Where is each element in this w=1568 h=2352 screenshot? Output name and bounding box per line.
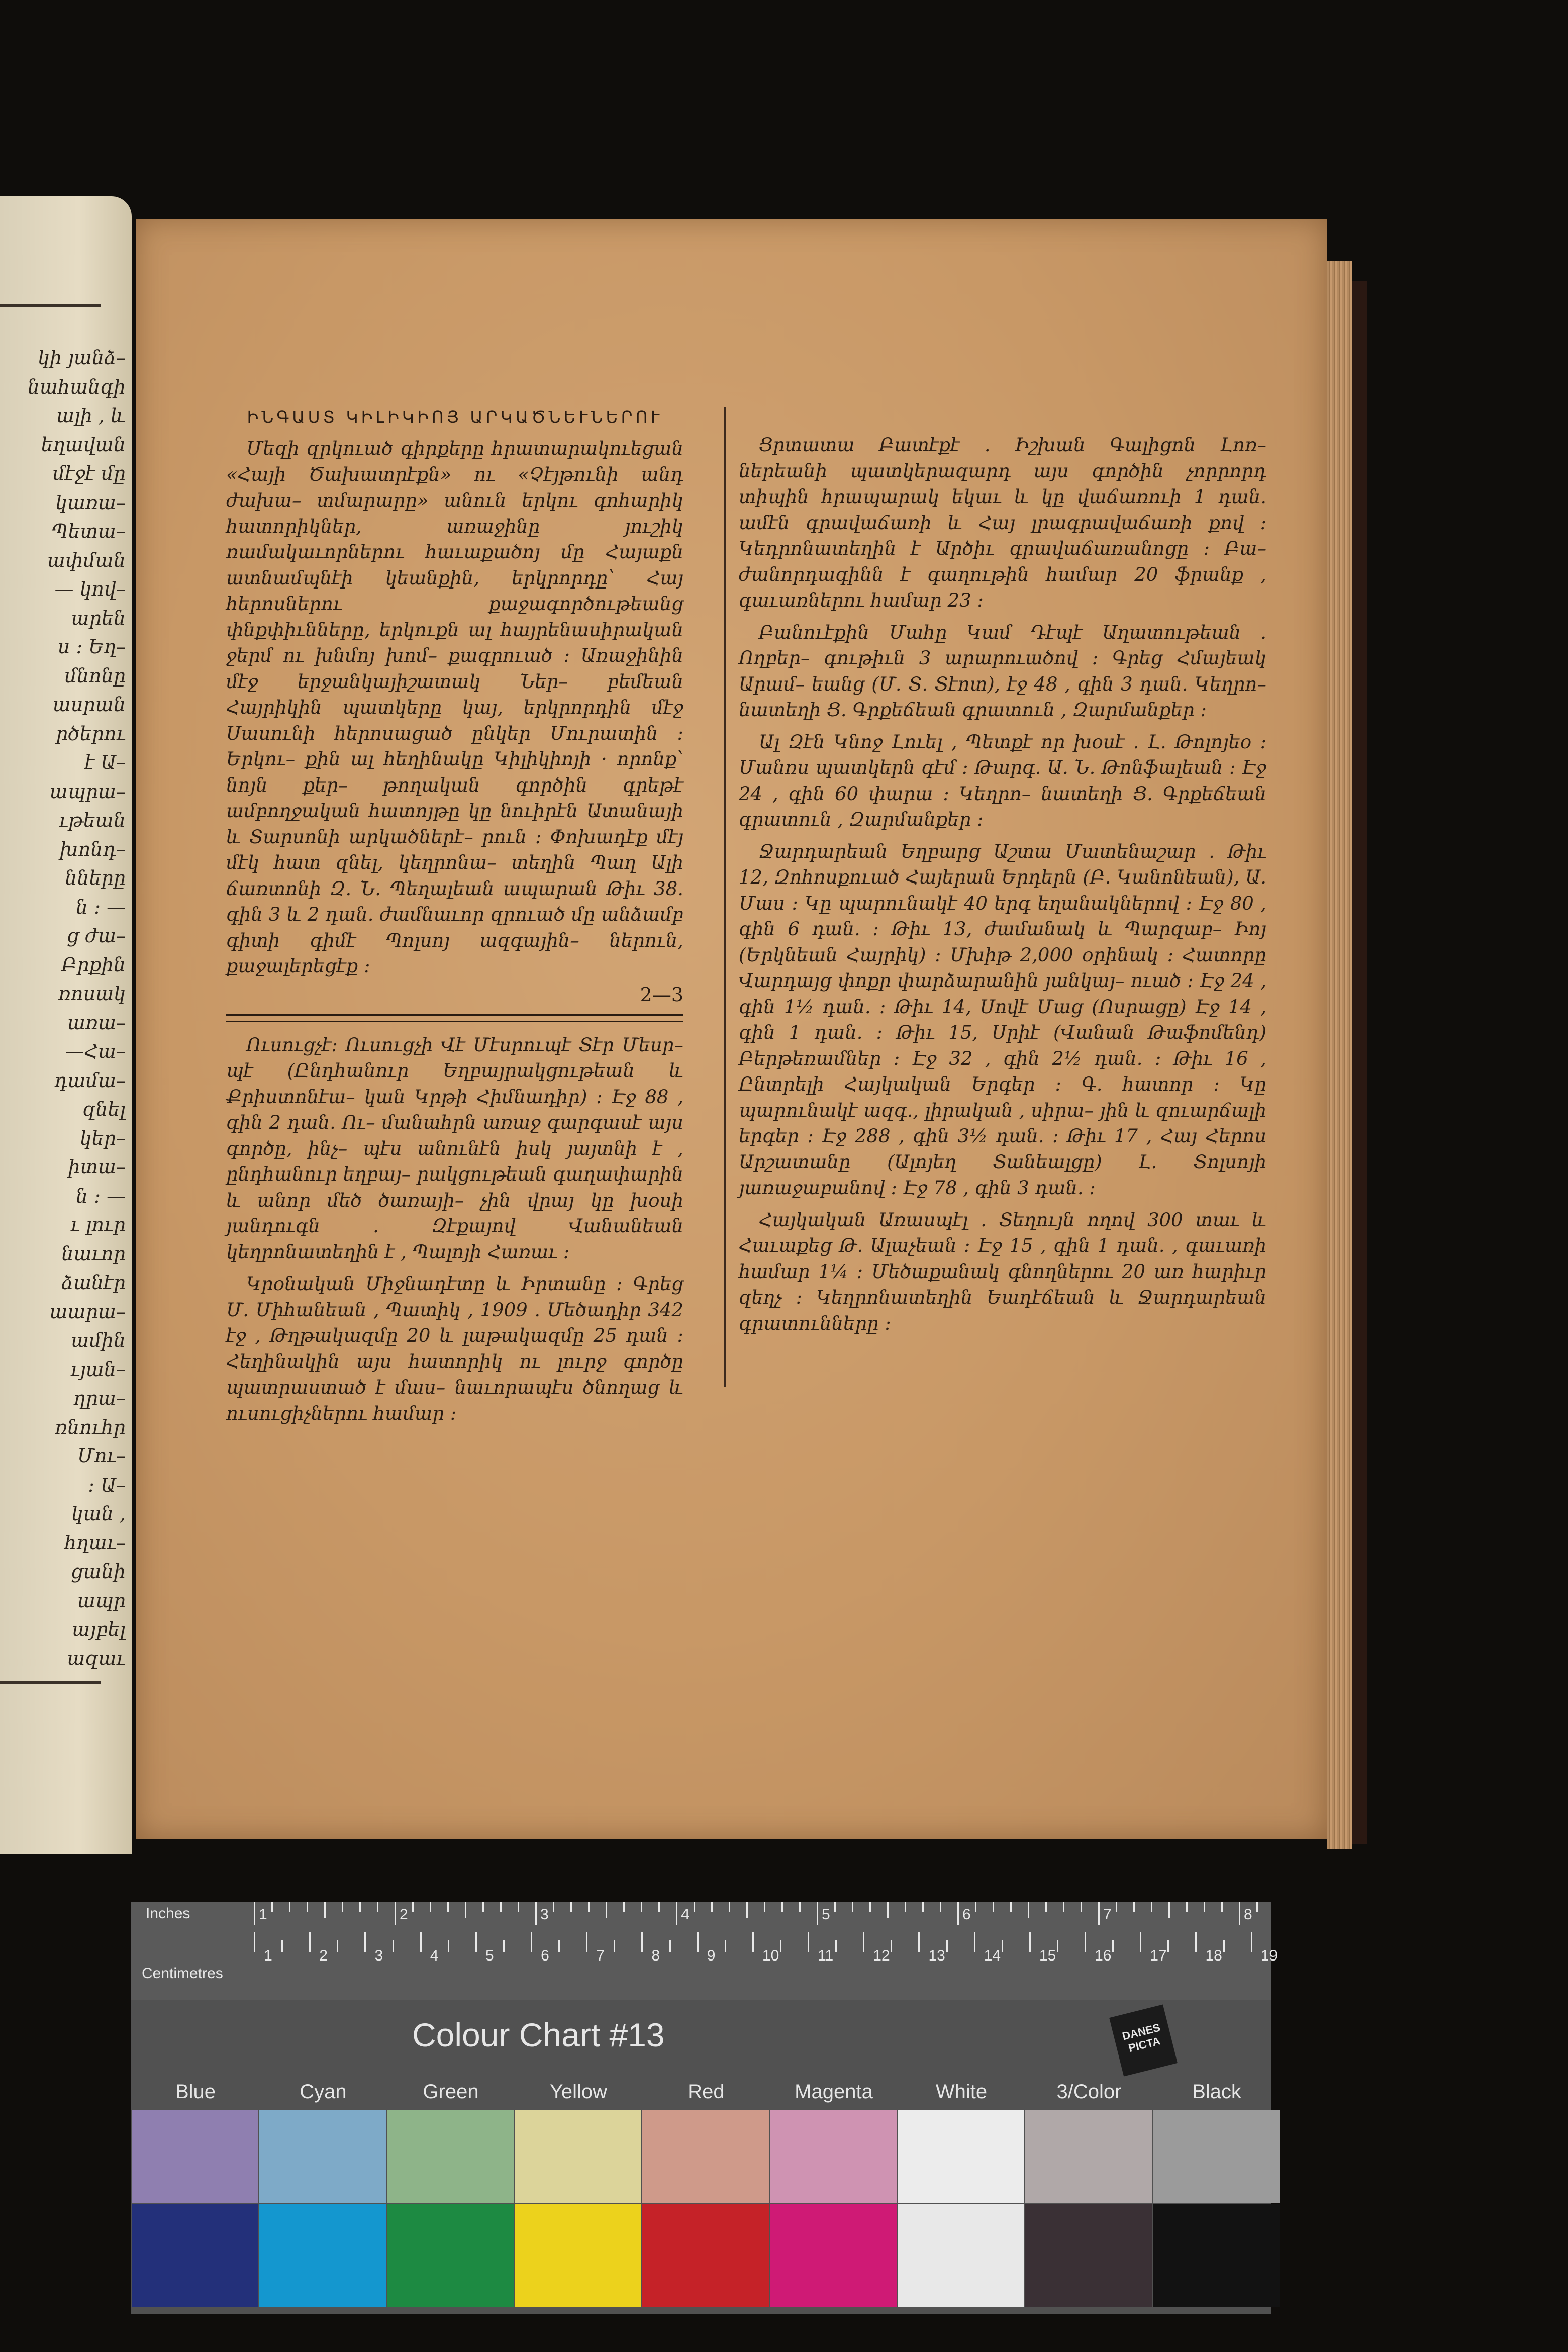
inch-tick <box>518 1902 519 1912</box>
cm-tick <box>1002 1940 1003 1952</box>
left-page-bottom-rule <box>0 1681 101 1684</box>
left-page-text-fragment: ազաւ <box>67 1647 126 1670</box>
cm-tick <box>475 1932 477 1952</box>
left-page-text-fragment: իտա– <box>68 1156 126 1178</box>
book-notice: Ջարդարեան Եղբարց Աշտա Մատենաշար . Թիւ 12, Զոհոսքուած Հայերան Երդերն (Բ. Կանոնեան), Ա. Մաս : Կը պարունակէ 40 երգ եղանակներով : Էջ 80 , գին 6 դան. : Թիւ 13, ժամանակ և Պարզաբ– Իոյ (Երկնեան Հայրիկ) : Մխիթ 2,000 օրինակ : Հատորը Վարդայց փոքր փարձարանին յանկայ– ուած : Էջ 24 , գին 1½ դան. : Թիւ 14, Սովէ Մաց (Ոսրացը) Էջ 14 , գին 1 դան. : Թիւ 15, Սրիէ (Վանան Թաֆոմենդ) Բերթեռամներ : Էջ 32 , գին 2½ դան. : Թիւ 16 , Ընտրելի Հայկական Երգեր : Գ. հատոր : Կը պարունակէ ազգ., լիրական , սիրա– յին և զուարճալի երգեր : Էջ 288 , գին 3½ դան. : Թիւ 17 , Հայ Հերոս Արշատանը (Ալոյեղ Տանեալցը) Լ. Տոլսոյի յառաջաբանով : Էջ 78 , գին 3 դան. : <box>739 840 1266 1199</box>
cm-number: 6 <box>541 1947 549 1964</box>
cm-tick <box>364 1932 366 1952</box>
left-page-text-fragment: եղավան <box>41 433 126 456</box>
cm-tick <box>752 1932 754 1952</box>
inch-tick <box>271 1902 273 1912</box>
inch-tick <box>1204 1902 1205 1912</box>
inch-tick <box>553 1902 554 1912</box>
left-page-text-fragment: խոնդ– <box>59 838 126 860</box>
inch-tick <box>588 1902 590 1912</box>
inch-number: 3 <box>540 1906 549 1923</box>
left-page-text-fragment: —Հա– <box>65 1040 126 1062</box>
cm-tick <box>974 1932 975 1952</box>
cm-number: 16 <box>1095 1947 1112 1964</box>
swatch-light <box>387 2110 514 2203</box>
section-divider <box>226 1014 683 1022</box>
left-page-text-fragment: ւ լուր <box>70 1214 126 1236</box>
book-notice: Բանուէքին Մահը Կամ Դէպէ Աղատութեան . Ողբեր– գութիւն 3 արարուածով : Գրեց Հմայեակ Արամ– եանց (Մ. Տ. Տէոտ), էջ 48 , գին 3 դան. Կեղրո– նատեղի Ց. Գրքեճեան գրատուն , Զարմանքեր : <box>739 621 1266 721</box>
page-stack-edges <box>1327 261 1352 1849</box>
swatch-light <box>515 2110 641 2203</box>
cm-number: 8 <box>651 1947 660 1964</box>
inch-tick <box>658 1902 660 1912</box>
inch-tick <box>1028 1902 1029 1918</box>
swatch-label: Red <box>688 2081 725 2103</box>
inch-tick <box>482 1902 484 1912</box>
left-page-text-fragment: աարա– <box>49 1300 126 1323</box>
cm-tick <box>281 1940 283 1952</box>
swatch-label: Blue <box>175 2081 216 2103</box>
cm-number: 19 <box>1260 1947 1278 1964</box>
swatch-light <box>1025 2110 1152 2203</box>
book-binding <box>1352 281 1367 1844</box>
cm-tick <box>835 1940 837 1952</box>
inch-tick <box>922 1902 924 1912</box>
inch-tick <box>570 1902 572 1912</box>
inch-tick <box>412 1902 414 1912</box>
cm-tick <box>697 1932 699 1952</box>
swatch-label: 3/Color <box>1056 2081 1122 2103</box>
inch-tick <box>342 1902 343 1912</box>
inch-tick <box>817 1902 818 1925</box>
inch-tick <box>993 1902 994 1912</box>
colour-calibration-chart <box>131 1902 1278 2314</box>
centimetres-label: Centimetres <box>142 1965 223 1982</box>
swatch-light <box>898 2110 1024 2203</box>
cm-tick <box>309 1932 311 1952</box>
inch-tick <box>746 1902 748 1918</box>
inch-tick <box>764 1902 765 1912</box>
cm-tick <box>337 1940 338 1952</box>
chart-title: Colour Chart #13 <box>412 2016 665 2053</box>
inch-tick <box>799 1902 801 1912</box>
inch-number: 5 <box>822 1906 830 1923</box>
cm-number: 1 <box>264 1947 272 1964</box>
left-page-text-fragment: ։ Ա– <box>88 1474 126 1496</box>
inch-tick <box>465 1902 466 1918</box>
left-page-text-fragment: ն : — <box>75 896 126 918</box>
left-page-text-fragment: է Ա– <box>84 751 126 773</box>
left-page-text-fragment: կան , <box>71 1503 126 1525</box>
left-page-text-fragment: ռնուհր <box>55 1416 126 1438</box>
measurement-ruler <box>131 1902 1278 2000</box>
inch-tick <box>676 1902 677 1925</box>
announcement-paragraph: Մեզի զրկուած գիրքերը հրատարակուեցան «Հայի Ծախատրէքն» ու «Չէյթունի անդ ժախա– տմարարը» անուն երկու գոհարիկ հատորիկներ, առաջինը յուշիկ ռամակաւորներու հաւաքածոյ մը Հայաքն ատնամպնէի կեանքին, երկրորդը՝ Հայ հերոսներու քաջագործութեանց փնքփիւնները, երկուքն ալ հայրենասիրական ջերմ ու խնմոյ խոմ– քագրուած : Առաջինին մէջ երջանկայիշատակ Ներ– բեմեան Հայրիկին պատկերը կայ, երկրորդին մէջ Սասունի հերոսացած ընկեր Մուրատին : Երկու– քին ալ հեղինակը Կիլիկիոյի · որոնք՝ նոյն քեր– թողական գործին գրեթէ ամբողջական հատոյթը կը նուիրէն Ատանայի և Տարսոնի արկածներէ– րուն : Փոխադէք մէյ մէկ հատ զնել, կեղրոնա– տեղին Պաղ Ալի ճառտոնի Զ. Ն. Պեղալեան ապարան Թիւ 38. գին 3 և 2 դան. ժամնաւոր զրուած մը անձամբ գիտի գիմէ Պոլսոյ ազգային– ներուն, քաջալերեցէք : <box>226 438 683 977</box>
inch-tick <box>1151 1902 1152 1912</box>
inch-tick <box>887 1902 889 1918</box>
left-page-text-fragment: մէջէ մը <box>52 462 126 484</box>
swatch-label: Magenta <box>795 2081 873 2103</box>
book-notice: Ալ Զէն Կնոջ Լուել , Պետքէ որ խօսէ . Լ. Թոլոյեօ : Մանռս պատկերն գէմ : Թարգ. Ա. Ն. Թոնֆալեան : Էջ 24 , գին 60 փարա : Կեղրո– նատեղի Ց. Գրքեճեան գրատուն , Զարմանքեր : <box>739 731 1266 830</box>
swatch-dark <box>898 2204 1024 2307</box>
left-page-text-fragment: րծերու <box>55 722 126 745</box>
left-column <box>226 407 683 1432</box>
swatch-dark <box>387 2204 514 2307</box>
swatch-label: White <box>935 2081 988 2103</box>
left-page-text-fragment: ձանէր <box>61 1271 126 1294</box>
left-page-text-fragment: մնոնը <box>64 664 126 687</box>
cm-number: 2 <box>319 1947 328 1964</box>
left-page-text-fragment: ւթեան <box>59 809 126 831</box>
inch-tick <box>535 1902 537 1925</box>
inch-number: 2 <box>400 1906 408 1923</box>
inch-tick <box>834 1902 836 1912</box>
inch-tick <box>1010 1902 1012 1912</box>
cm-tick <box>669 1940 671 1952</box>
cm-number: 12 <box>873 1947 890 1964</box>
page-reference: 2—3 <box>640 983 683 1006</box>
swatch-label: Cyan <box>300 2081 347 2103</box>
swatch-light <box>259 2110 386 2203</box>
inch-tick <box>869 1902 871 1912</box>
cm-tick <box>393 1940 394 1952</box>
swatch-light <box>1153 2110 1280 2203</box>
cm-tick <box>448 1940 449 1952</box>
cm-tick <box>1251 1932 1252 1952</box>
cm-tick <box>1140 1932 1141 1952</box>
inch-tick <box>940 1902 941 1912</box>
left-page-text-fragment: ս : Եղ– <box>57 636 126 658</box>
swatch-dark <box>642 2204 769 2307</box>
book-notice: Հայկական Առասպէլ . Տեղույն ողով 300 տաւ և Հաւաքեց Թ. Ալաչեան : Էջ 15 , գին 1 դան. , գաւառի համար 1¼ : Մեծաքանակ գնողներու 20 առ հարիւր զեղչ : Կեղրոնատեղին Եադէճեան և Ջարդարեան գրատունները : <box>739 1209 1266 1334</box>
cm-tick <box>891 1940 892 1952</box>
swatch-dark <box>515 2204 641 2307</box>
inch-tick <box>1133 1902 1135 1912</box>
inch-tick <box>500 1902 502 1912</box>
cm-number: 4 <box>430 1947 439 1964</box>
cm-tick <box>1085 1932 1086 1952</box>
cm-number: 13 <box>928 1947 945 1964</box>
inch-tick <box>289 1902 290 1912</box>
left-page-text-fragment: ափման <box>47 549 126 571</box>
inch-tick <box>377 1902 378 1912</box>
inches-label: Inches <box>146 1905 190 1922</box>
swatch-dark <box>1153 2204 1280 2307</box>
cm-tick <box>863 1932 864 1952</box>
cm-tick <box>503 1940 505 1952</box>
left-page-text-fragment: Պետա– <box>51 520 126 542</box>
cm-number: 15 <box>1039 1947 1056 1964</box>
cm-tick <box>1195 1932 1197 1952</box>
brand-logo: DANES PICTA <box>1109 2004 1178 2076</box>
cm-number: 17 <box>1150 1947 1167 1964</box>
swatch-label: Black <box>1192 2081 1241 2103</box>
left-page-text-fragment: ամին <box>71 1329 126 1351</box>
swatch-label: Yellow <box>549 2081 608 2103</box>
column-divider <box>724 407 726 1387</box>
left-page-top-rule <box>0 304 101 307</box>
cm-tick <box>254 1932 255 1952</box>
cm-number: 11 <box>818 1947 834 1964</box>
swatch-dark <box>1025 2204 1152 2307</box>
swatch-light <box>132 2110 258 2203</box>
left-page-text-fragment: Բրքին <box>61 953 126 976</box>
inch-tick <box>1045 1902 1047 1912</box>
inch-tick <box>1063 1902 1064 1912</box>
cm-number: 9 <box>707 1947 716 1964</box>
left-page-text-fragment: ապր <box>77 1589 126 1612</box>
cm-tick <box>531 1932 532 1952</box>
inch-tick <box>905 1902 906 1912</box>
inch-tick <box>781 1902 783 1912</box>
inch-tick <box>852 1902 853 1912</box>
inch-tick <box>254 1902 255 1925</box>
cm-tick <box>946 1940 948 1952</box>
cm-tick <box>614 1940 615 1952</box>
left-page-text-fragment: ապրա– <box>49 780 126 803</box>
inch-number: 1 <box>259 1906 267 1923</box>
inch-tick <box>1081 1902 1082 1912</box>
left-page-text-fragment: հղաւ– <box>64 1531 126 1554</box>
left-page-text-fragment: դամա– <box>54 1069 126 1092</box>
previous-page-edge <box>0 196 132 1854</box>
left-page-text-fragment: այբել <box>72 1618 126 1640</box>
inch-tick <box>359 1902 361 1912</box>
left-page-text-fragment: նները <box>65 867 126 889</box>
cm-tick <box>1029 1932 1031 1952</box>
cm-tick <box>1167 1940 1169 1952</box>
inch-tick <box>1221 1902 1223 1912</box>
left-page-text-fragment: կառա– <box>55 491 126 514</box>
cm-tick <box>1057 1940 1058 1952</box>
book-notice: Ցրտատա Բատէքէ . Իշխան Գալիցոն Լոռ– ներեանի պատկերազարդ այս գործին չորրորդ տիպին հրապարակ եկաւ և կը վաճառուի 1 դան. ամէն գրավաճառի և Հայ լրագրավաճառի քով : Կեդրոնատեղին է Արծիւ գրավաճառանոցը : Բա– ժանորդագինն է գաղութին համար 20 ֆրանք , գաւառներու համար 23 : <box>739 434 1266 611</box>
swatch-light <box>770 2110 897 2203</box>
section-heading: ԻՆԳԱՍՏ ԿԻԼԻԿԻՈՅ ԱՐԿԱԾՆԵՒՆԵՐՈՒ <box>247 407 663 427</box>
swatch-dark <box>259 2204 386 2307</box>
book-notice: Կրօնական Միջնադէտը և Իրտանը : Գրեց Մ. Միհանեան , Պատիկ , 1909 . Մեծադիր 342 էջ , Թղթակազմը 20 և լաթակազմը 25 դան : Հեղինակին այս հատորիկ ու լուրջ գործը պատրաստած է մաս– նաւորապէս ծնողաց և ուսուցիչներու համար : <box>226 1273 683 1424</box>
cm-tick <box>725 1940 726 1952</box>
inch-tick <box>641 1902 642 1912</box>
cm-tick <box>641 1932 643 1952</box>
cm-tick <box>780 1940 781 1952</box>
cm-number: 5 <box>485 1947 494 1964</box>
inch-number: 4 <box>681 1906 690 1923</box>
inch-number: 6 <box>962 1906 971 1923</box>
inch-tick <box>1168 1902 1170 1918</box>
book-notice: Ուսուցչէ։ Ուսուցչի Վէ Մէսրուպէ Տէր Մեսր– պէ (Ընդհանուր Եղբայրակցութեան և Քրիստոնէա– կան Կրթի Հիմնադիր) : Էջ 88 , գին 2 դան. Ու– մանահրն առաջ գարգասէ այս գործը, ինչ– պէս անունէն իսկ յայտնի է , ընդհանուր եղբայ– րակցութեան գաղափարին և անոր մեծ ծառայի– չին վրայ կը խօսի յանդուգն . Զէքայով Վանանեան կեղրոնատեղին է , Պալոյի Հառաւ : <box>226 1034 683 1263</box>
left-page-text-fragment: Մու– <box>77 1445 126 1467</box>
cm-number: 14 <box>984 1947 1001 1964</box>
swatch-label: Green <box>423 2081 479 2103</box>
left-page-text-fragment: ւյան– <box>70 1358 126 1381</box>
inch-tick <box>975 1902 976 1912</box>
inch-tick <box>430 1902 431 1912</box>
left-page-text-fragment: կեր– <box>79 1127 126 1149</box>
cm-tick <box>1223 1940 1225 1952</box>
cm-number: 18 <box>1205 1947 1222 1964</box>
inch-tick <box>1239 1902 1240 1925</box>
cm-tick <box>586 1932 587 1952</box>
inch-tick <box>694 1902 695 1912</box>
inch-tick <box>606 1902 607 1918</box>
inch-number: 8 <box>1244 1906 1252 1923</box>
cm-tick <box>558 1940 560 1952</box>
cm-number: 10 <box>762 1947 779 1964</box>
left-page-text-fragment: ն : — <box>75 1185 126 1207</box>
left-page-text-fragment: նահանգի <box>27 375 126 398</box>
left-page-text-fragment: ղրա– <box>73 1387 126 1409</box>
inch-tick <box>623 1902 625 1912</box>
inch-tick <box>395 1902 396 1925</box>
cm-tick <box>808 1932 809 1952</box>
left-page-text-fragment: ցանի <box>71 1560 126 1583</box>
inch-tick <box>1116 1902 1117 1912</box>
inch-tick <box>324 1902 326 1918</box>
inch-tick <box>1256 1902 1258 1912</box>
inch-tick <box>447 1902 449 1912</box>
swatch-dark <box>770 2204 897 2307</box>
left-page-text-fragment: առա– <box>67 1011 126 1034</box>
left-page-text-fragment: նաւոր <box>61 1242 126 1265</box>
inch-tick <box>307 1902 308 1912</box>
left-page-text-fragment: զնել <box>82 1098 126 1120</box>
left-page-text-fragment: արեն <box>71 607 126 629</box>
left-page-text-fragment: ալի , և <box>56 405 126 427</box>
right-column <box>739 432 1266 1342</box>
inch-tick <box>1186 1902 1188 1912</box>
cm-number: 3 <box>374 1947 383 1964</box>
cm-tick <box>1112 1940 1114 1952</box>
left-page-text-fragment: — կով– <box>54 578 126 600</box>
inch-tick <box>957 1902 959 1925</box>
left-page-text-fragment: ռոսակ <box>58 983 126 1005</box>
swatch-light <box>642 2110 769 2203</box>
cm-tick <box>420 1932 422 1952</box>
left-page-text-fragment: ց ժա– <box>66 925 126 947</box>
inch-tick <box>711 1902 713 1912</box>
cm-tick <box>918 1932 920 1952</box>
inch-tick <box>729 1902 730 1912</box>
inch-number: 7 <box>1103 1906 1112 1923</box>
swatch-dark <box>132 2204 258 2307</box>
left-page-text-fragment: ասրան <box>52 694 126 716</box>
inch-tick <box>1098 1902 1100 1925</box>
cm-number: 7 <box>596 1947 605 1964</box>
left-page-text-fragment: կի յանձ– <box>38 347 126 369</box>
